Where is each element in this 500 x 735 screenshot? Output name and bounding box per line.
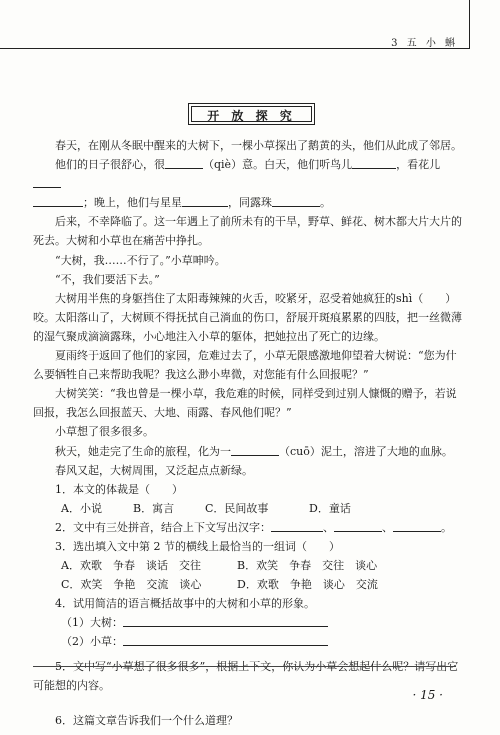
story-paragraph-fill bbox=[33, 442, 463, 461]
answer-label: （2）小草： bbox=[61, 635, 123, 649]
story-paragraph: 春风又起，大树周围，又泛起点点新绿。 bbox=[55, 463, 253, 477]
question-3: 3．选出填入文中第 2 节的横线上最恰当的一组词（ ） bbox=[55, 539, 340, 553]
running-head: 3 五 小 蝌 bbox=[391, 38, 458, 49]
section-title: 开 放 探 究 bbox=[207, 109, 296, 123]
story-text: 。 bbox=[320, 196, 331, 210]
answer-blank[interactable] bbox=[334, 519, 382, 532]
story-paragraph-fill bbox=[33, 155, 463, 212]
story-text: ；晚上，他们与星星 bbox=[83, 196, 182, 210]
question-1: 1．本文的体裁是（ ） bbox=[55, 482, 183, 496]
separator: 、 bbox=[382, 520, 393, 534]
fill-blank[interactable] bbox=[165, 156, 203, 169]
option[interactable]: A．小说 bbox=[61, 501, 102, 515]
exercise-content bbox=[33, 136, 463, 730]
option[interactable]: D．童话 bbox=[309, 501, 351, 515]
option[interactable]: D．欢歌 争艳 谈心 交流 bbox=[237, 578, 378, 592]
top-corner-rule bbox=[469, 0, 470, 49]
answer-line[interactable] bbox=[123, 614, 328, 627]
separator: 、 bbox=[323, 520, 334, 534]
story-text: ，看花儿 bbox=[396, 158, 441, 172]
story-paragraph: 大树用半焦的身躯挡住了太阳毒辣辣的火舌，咬紧牙，忍受着她疯狂的shì（ ）咬。太阳落山了，大树顾不得抚拭自己淌血的伤口，舒展开斑痕累累的四肢，把一丝微薄的湿气聚成滴滴露珠，小心地注入小草的躯体，把她拉出了死亡的边缘。 bbox=[33, 291, 462, 343]
answer-blank[interactable] bbox=[271, 519, 323, 532]
story-text: （cuō）泥土，溶进了大地的血脉。 bbox=[279, 444, 453, 458]
story-paragraph: “不，我们要活下去。” bbox=[55, 272, 160, 286]
fill-blank[interactable] bbox=[33, 175, 61, 188]
story-text: ，同露珠 bbox=[228, 196, 272, 210]
fill-blank[interactable] bbox=[352, 156, 396, 169]
question-1-options bbox=[33, 499, 463, 518]
fill-blank[interactable] bbox=[33, 194, 83, 207]
question-4-grass bbox=[33, 632, 463, 651]
option[interactable]: B．寓言 bbox=[133, 501, 175, 515]
fill-blank[interactable] bbox=[272, 194, 320, 207]
answer-blank[interactable] bbox=[393, 519, 441, 532]
question-2 bbox=[33, 518, 463, 537]
story-paragraph: 夏雨终于返回了他们的家园，危难过去了，小草无限感激地仰望着大树说：“您为什么要牺牲自己来帮助我呢？我这么渺小卑微，对您能有什么回报呢？” bbox=[33, 349, 457, 382]
question-5: 5．文中写“小草想了很多很多”，根据上下文，你认为小草会想起什么呢？请写出它可能想的内容。 bbox=[33, 659, 459, 692]
option[interactable]: C．欢笑 争艳 交流 谈心 bbox=[61, 578, 202, 592]
page-number: · 15 · bbox=[412, 688, 443, 702]
section-title-box bbox=[188, 103, 315, 125]
story-paragraph: 大树笑笑：“我也曾是一棵小草，我危难的时候，同样受到过别人慷慨的赠予，若说回报，我怎么回报蓝天、大地、雨露、春风他们呢？” bbox=[33, 387, 457, 420]
question-4: 4．试用简洁的语言概括故事中的大树和小草的形象。 bbox=[55, 597, 315, 611]
separator: 。 bbox=[441, 520, 452, 534]
answer-area-line[interactable] bbox=[33, 666, 456, 667]
story-text: （qiè）意。白天，他们听鸟儿 bbox=[203, 158, 353, 172]
question-4-tree bbox=[33, 613, 463, 632]
option[interactable]: A．欢歌 争春 谈话 交往 bbox=[61, 559, 201, 573]
fill-blank[interactable] bbox=[182, 194, 228, 207]
story-text: 秋天，她走完了生命的旅程，化为一 bbox=[55, 444, 231, 458]
story-paragraph: 春天，在刚从冬眠中醒来的大树下，一棵小草探出了鹅黄的头，他们从此成了邻居。 bbox=[55, 139, 462, 152]
question-6: 6．这篇文章告诉我们一个什么道理？ bbox=[55, 713, 238, 727]
answer-line[interactable] bbox=[123, 633, 328, 646]
option[interactable]: B．欢笑 争春 交往 谈心 bbox=[237, 559, 378, 573]
story-paragraph: 小草想了很多很多。 bbox=[55, 425, 154, 439]
answer-label: （1）大树： bbox=[61, 616, 123, 630]
fill-blank[interactable] bbox=[231, 443, 279, 456]
question-3-options-row2 bbox=[33, 575, 463, 594]
question-text: 2．文中有三处拼音，结合上下文写出汉字： bbox=[55, 520, 271, 534]
option[interactable]: C．民间故事 bbox=[205, 501, 269, 515]
story-paragraph: “大树，我……不行了。”小草呻吟。 bbox=[55, 253, 226, 267]
story-paragraph: 后来，不幸降临了。这一年遇上了前所未有的干旱，野草、鲜花、树木都大片大片的死去。大树和小草也在痛苦中挣扎。 bbox=[33, 215, 462, 248]
story-text: 他们的日子很舒心，很 bbox=[55, 158, 165, 172]
question-3-options-row1 bbox=[33, 556, 463, 575]
